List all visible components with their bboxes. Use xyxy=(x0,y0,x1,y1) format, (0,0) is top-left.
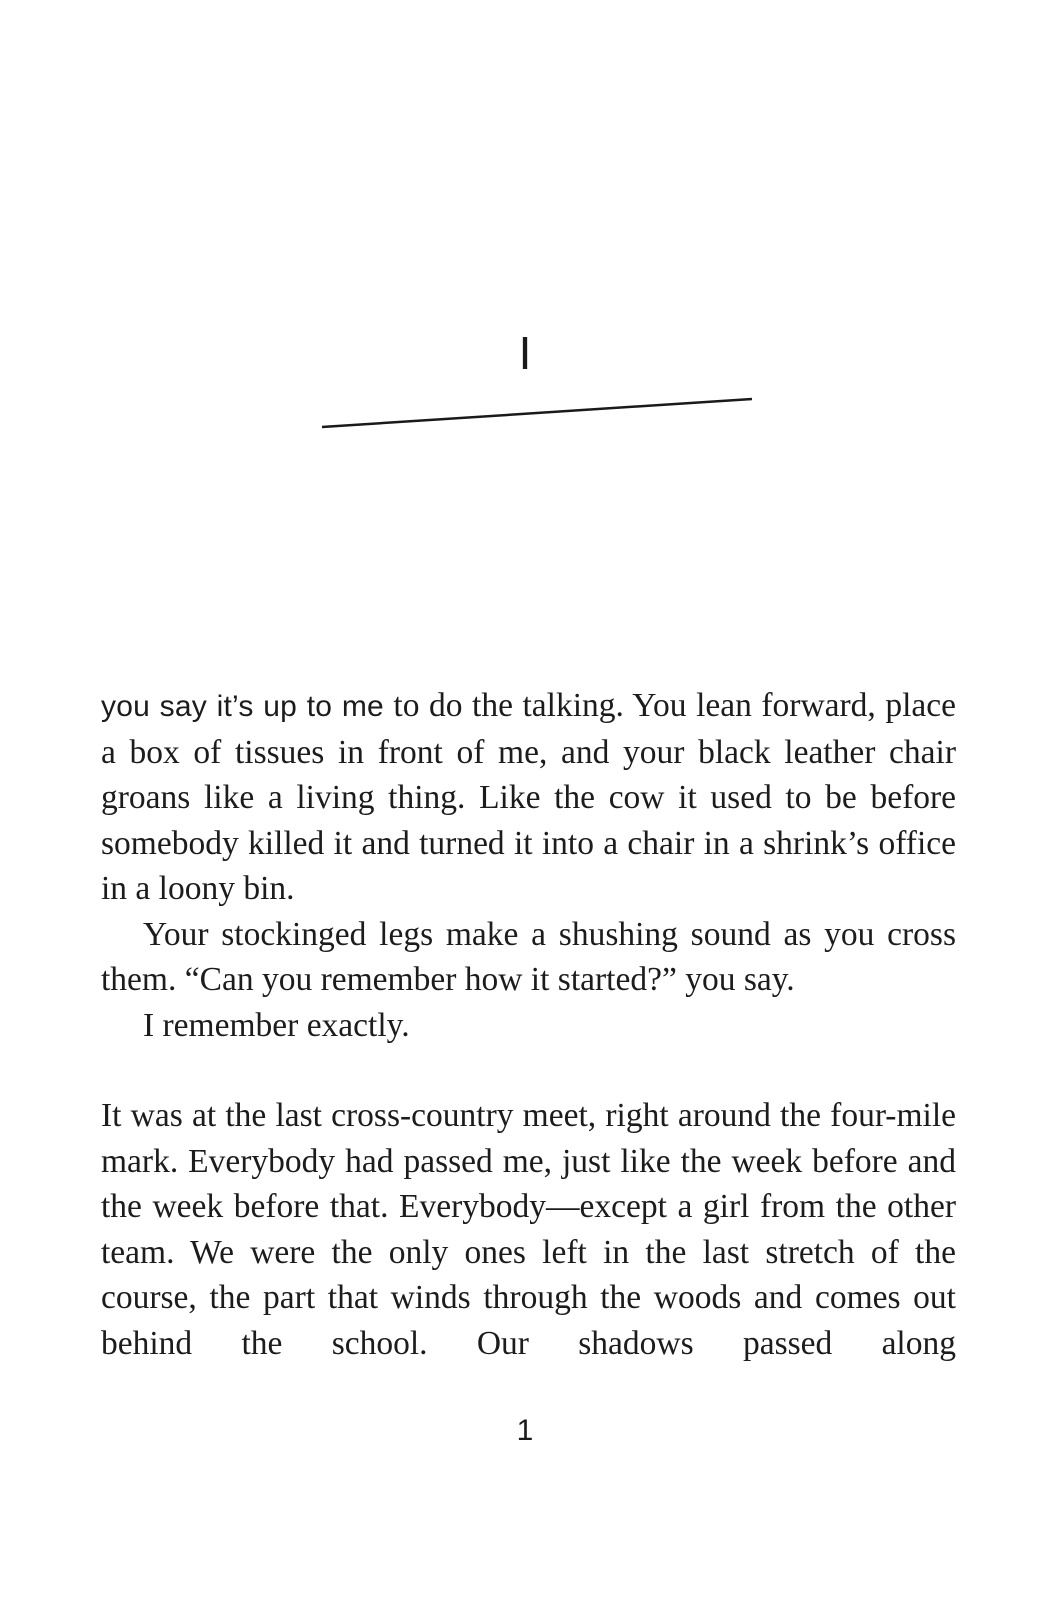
paragraph-3: I remember exactly. xyxy=(143,1006,410,1044)
lead-in-text: you say it’s up to me xyxy=(101,690,384,723)
paragraph-1-text: to do the talking. You lean forward, place a box of tissues in front of me, and your black leather chair groans like a living thing. Like the cow it used to be before somebody killed it and turned it into a chair in a shrink’s office in a loony bin. xyxy=(101,687,956,907)
paragraph-4: It was at the last cross-country meet, right around the four-mile mark. Everybody had passed me, just like the week before and the week before that. Everybody—except a girl from the other team. We were the only ones left in the last stretch of the course, the part that winds through the woods and comes out behind the school. Our shadows passed along xyxy=(101,1097,956,1362)
section-break xyxy=(101,1048,956,1093)
chapter-body xyxy=(101,683,956,1366)
page-number: 1 xyxy=(516,1414,534,1447)
chapter-number: I xyxy=(518,327,532,379)
paragraph-2: Your stockinged legs make a shushing sound as you cross them. “Can you remember how it started?” you say. xyxy=(101,915,956,998)
paragraph-1 xyxy=(101,683,956,912)
